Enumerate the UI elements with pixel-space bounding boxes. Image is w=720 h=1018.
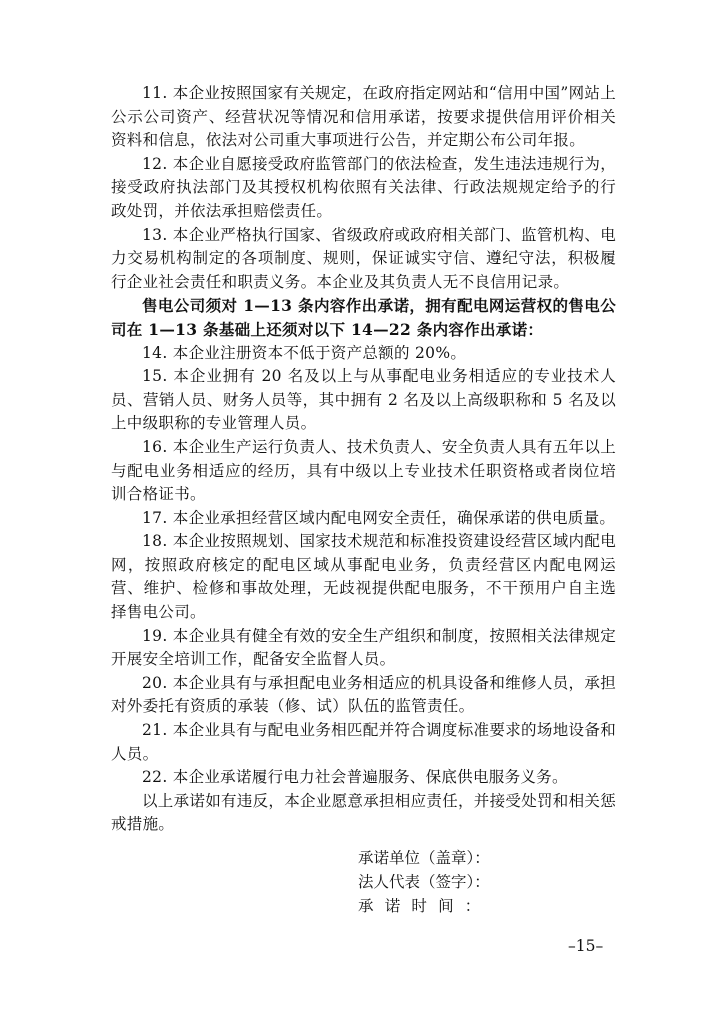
clause-22: 22. 本企业承诺履行电力社会普遍服务、保底供电服务义务。 (142, 768, 568, 787)
signature-date-line: 承诺时间： (358, 897, 492, 915)
clause-21: 21. 本企业具有与配电业务相匹配并符合调度标准要求的场地设备和人员。 (111, 721, 616, 763)
clause-19: 19. 本企业具有健全有效的安全生产组织和制度，按照相关法律规定开展安全培训工作，配备安全监督人员。 (111, 626, 616, 669)
clause-20: 20. 本企业具有与承担配电业务相适应的机具设备和维修人员，承担对外委托有资质的承装（修、试）队伍的监管责任。 (111, 673, 616, 716)
signature-legal-rep-line: 法人代表（签字）： (358, 873, 490, 891)
clause-13: 13. 本企业严格执行国家、省级政府或政府相关部门、监管机构、电力交易机构制定的各项制度、规则，保证诚实守信、遵纪守法，积极履行企业社会责任和职责义务。本企业及其负责人无不良信用记录。 (111, 225, 616, 291)
clause-18: 18. 本企业按照规划、国家技术规范和标准投资建设经营区域内配电网，按照政府核定的配电区域从事配电业务，负责经营区内配电网运营、维护、检修和事故处理，无歧视提供配电服务，不干预用户自主选择售电公司。 (111, 532, 616, 622)
clause-11: 11. 本企业按照国家有关规定，在政府指定网站和“信用中国”网站上公示公司资产、经营状况等情况和信用承诺，按要求提供信用评价相关资料和信息，依法对公司重大事项进行公告，并定期公布公司年报。 (111, 84, 616, 150)
signature-block (358, 846, 528, 918)
clause-15: 15. 本企业拥有 20 名及以上与从事配电业务相适应的专业技术人员、营销人员、财务人员等，其中拥有 2 名及以上高级职称和 5 名及以上中级职称的专业管理人员。 (111, 367, 616, 433)
clause-17: 17. 本企业承担经营区域内配电网安全责任，确保承诺的供电质量。 (142, 508, 616, 527)
commitment-body (111, 82, 616, 837)
bold-instruction: 售电公司须对 1—13 条内容作出承诺，拥有配电网运营权的售电公司在 1—13 条基础上还须对以下 14—22 条内容作出承诺： (111, 296, 616, 339)
clause-16: 16. 本企业生产运行负责人、技术负责人、安全负责人具有五年以上与配电业务相适应的经历，具有中级以上专业技术任职资格或者岗位培训合格证书。 (111, 437, 616, 504)
closing-statement: 以上承诺如有违反，本企业愿意承担相应责任，并接受处罚和相关惩戒措施。 (111, 791, 617, 834)
signature-unit-line: 承诺单位（盖章）： (358, 849, 490, 867)
page-number: –15– (568, 937, 604, 955)
clause-12: 12. 本企业自愿接受政府监管部门的依法检查，发生违法违规行为，接受政府执法部门及其授权机构依照有关法律、行政法规规定给予的行政处罚，并依法承担赔偿责任。 (111, 154, 616, 220)
clause-14: 14. 本企业注册资本不低于资产总额的 20%。 (142, 343, 467, 362)
